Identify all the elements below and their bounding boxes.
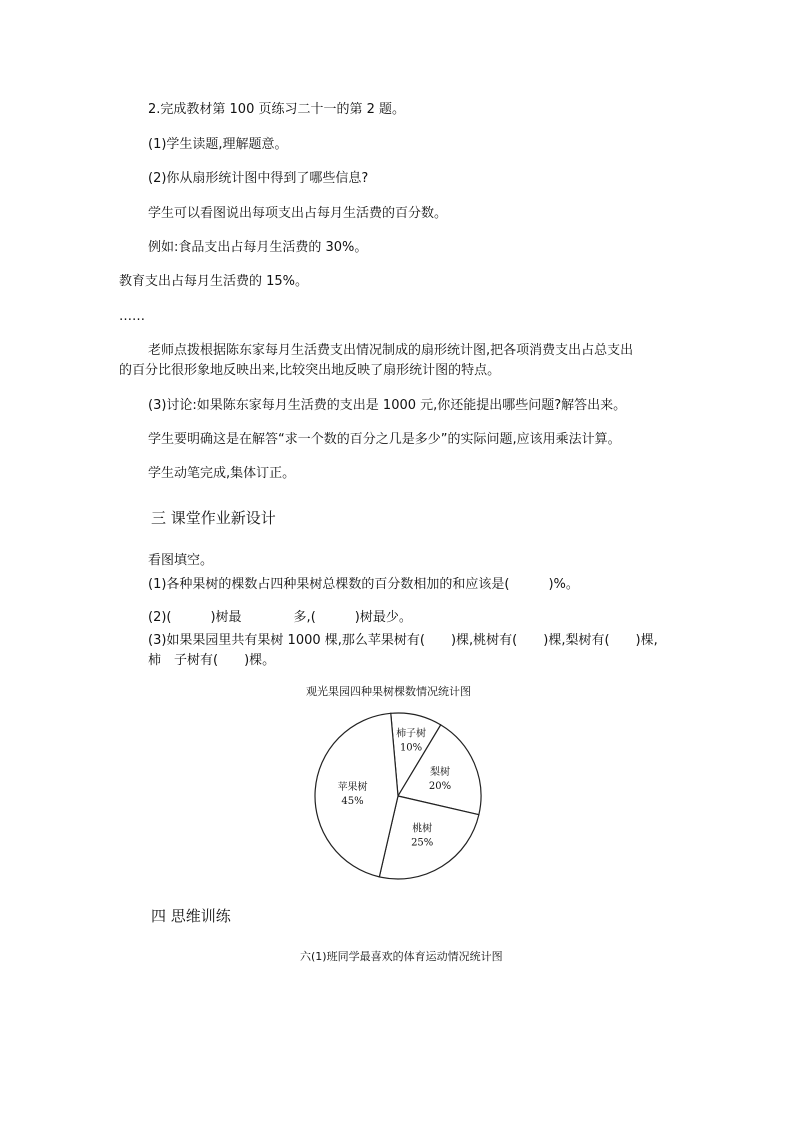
- pie-slice-value-label: 10%: [399, 742, 423, 754]
- step-1: (1)学生读题,理解题意。: [148, 137, 288, 152]
- ellipsis: ……: [119, 309, 145, 324]
- question-3-line-2: 柿 子树有( )棵。: [148, 653, 276, 668]
- teacher-note-line-2: 的百分比很形象地反映出来,比较突出地反映了扇形统计图的特点。: [119, 363, 501, 378]
- student-note-2: 学生要明确这是在解答“求一个数的百分之几是多少”的实际问题,应该用乘法计算。: [148, 432, 621, 447]
- student-note-3: 学生动笔完成,集体订正。: [148, 466, 296, 481]
- section-3-heading: 三 课堂作业新设计: [151, 509, 276, 527]
- pie-slice-value-label: 25%: [411, 837, 434, 849]
- teacher-note-line-1: 老师点拨根据陈东家每月生活费支出情况制成的扇形统计图,把各项消费支出占总支出: [148, 343, 634, 358]
- question-1: (1)各种果树的棵数占四种果树总棵数的百分数相加的和应该是( )%。: [148, 577, 579, 592]
- question-2: (2)( )树最 多,( )树最少。: [148, 610, 412, 625]
- pie-slice-label: 桃树: [412, 823, 433, 835]
- pie-slice-label: 柿子树: [396, 728, 427, 740]
- pie-chart-title: 观光果园四种果树棵数情况统计图: [306, 685, 471, 698]
- pie-slice-label: 梨树: [430, 767, 451, 779]
- example-1: 例如:食品支出占每月生活费的 30%。: [148, 240, 368, 255]
- section-4-heading: 四 思维训练: [151, 907, 231, 925]
- sports-chart-caption: 六(1)班同学最喜欢的体育运动情况统计图: [300, 950, 503, 963]
- fill-in-intro: 看图填空。: [148, 553, 214, 568]
- student-note-1: 学生可以看图说出每项支出占每月生活费的百分数。: [148, 206, 448, 221]
- step-2: (2)你从扇形统计图中得到了哪些信息?: [148, 171, 369, 186]
- question-3-line-1: (3)如果果园里共有果树 1000 棵,那么苹果树有( )棵,桃树有( )棵,梨树有( )棵,: [148, 633, 658, 648]
- pie-slice-value-label: 45%: [341, 795, 364, 807]
- example-2: 教育支出占每月生活费的 15%。: [119, 274, 309, 289]
- step-3: (3)讨论:如果陈东家每月生活费的支出是 1000 元,你还能提出哪些问题?解答出来。: [148, 398, 627, 413]
- pie-slice-value-label: 20%: [428, 781, 452, 793]
- item-2-title: 2.完成教材第 100 页练习二十一的第 2 题。: [148, 102, 406, 117]
- pie-slice-label: 苹果树: [337, 781, 368, 793]
